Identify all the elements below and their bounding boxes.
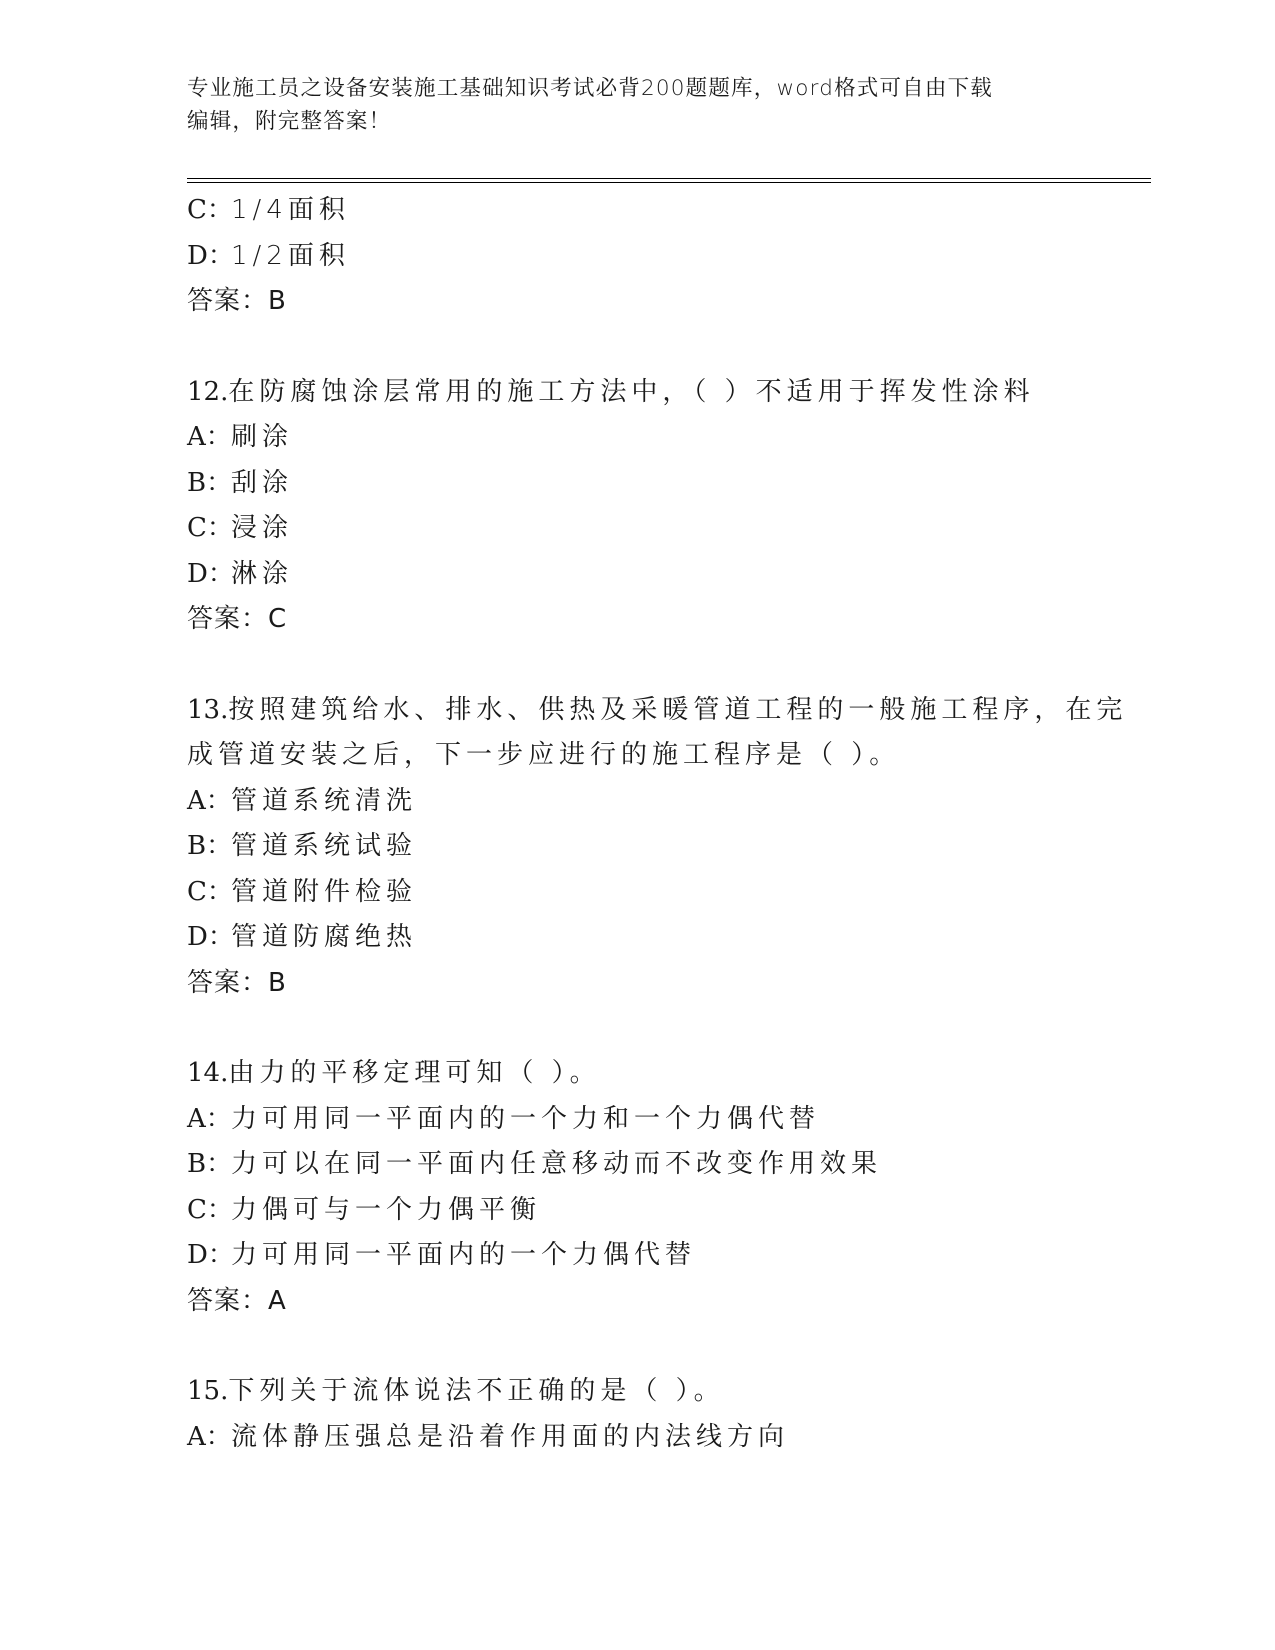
header-title-line-1: 专业施工员之设备安装施工基础知识考试必背200题题库，word格式可自由下载 [187,76,993,101]
question-number: 15. [187,1376,229,1406]
option-b: B：力可以在同一平面内任意移动而不改变作用效果 [187,1149,883,1179]
header-title-line-2: 编辑，附完整答案！ [187,109,392,134]
option-c: C：浸涂 [187,513,294,543]
option-d: D：力可用同一平面内的一个力偶代替 [187,1240,697,1270]
question-stem: 13.按照建筑给水、排水、供热及采暖管道工程的一般施工程序，在完 [187,694,1128,725]
question-12 [187,370,1151,643]
question-number: 14. [187,1058,229,1088]
answer: 答案：B [187,967,287,998]
question-stem: 12.在防腐蚀涂层常用的施工方法中，（ ）不适用于挥发性涂料 [187,376,1035,407]
option-b: B：管道系统试验 [187,831,418,861]
option-d: D：淋涂 [187,558,294,589]
answer: 答案：C [187,604,288,634]
answer: 答案：A [187,1285,287,1316]
header-divider-bottom [187,182,1151,183]
option-c: C：管道附件检验 [187,876,418,907]
question-list [187,188,1151,1460]
header-divider-top [187,178,1151,179]
option-a: A：刷涂 [187,422,294,452]
document-header [187,72,1087,138]
option-d: D：1/2面积 [187,240,350,271]
question-stem-continued: 成管道安装之后，下一步应进行的施工程序是（ ）。 [187,740,901,770]
answer: 答案：B [187,286,287,316]
question-stem: 14.由力的平移定理可知（ ）。 [187,1058,601,1088]
question-15 [187,1369,1151,1460]
question-11 [187,188,1151,325]
question-stem: 15.下列关于流体说法不正确的是（ ）。 [187,1376,725,1406]
option-a: A：流体静压强总是沿着作用面的内法线方向 [187,1421,790,1452]
question-14 [187,1051,1151,1324]
option-d: D：管道防腐绝热 [187,922,418,952]
question-number: 12. [187,376,229,407]
option-b: B：刮涂 [187,467,294,498]
option-a: A：管道系统清洗 [187,785,418,816]
question-number: 13. [187,694,229,725]
option-a: A：力可用同一平面内的一个力和一个力偶代替 [187,1103,821,1134]
option-c: C：1/4面积 [187,195,350,225]
option-c: C：力偶可与一个力偶平衡 [187,1194,542,1225]
question-13 [187,688,1151,1007]
